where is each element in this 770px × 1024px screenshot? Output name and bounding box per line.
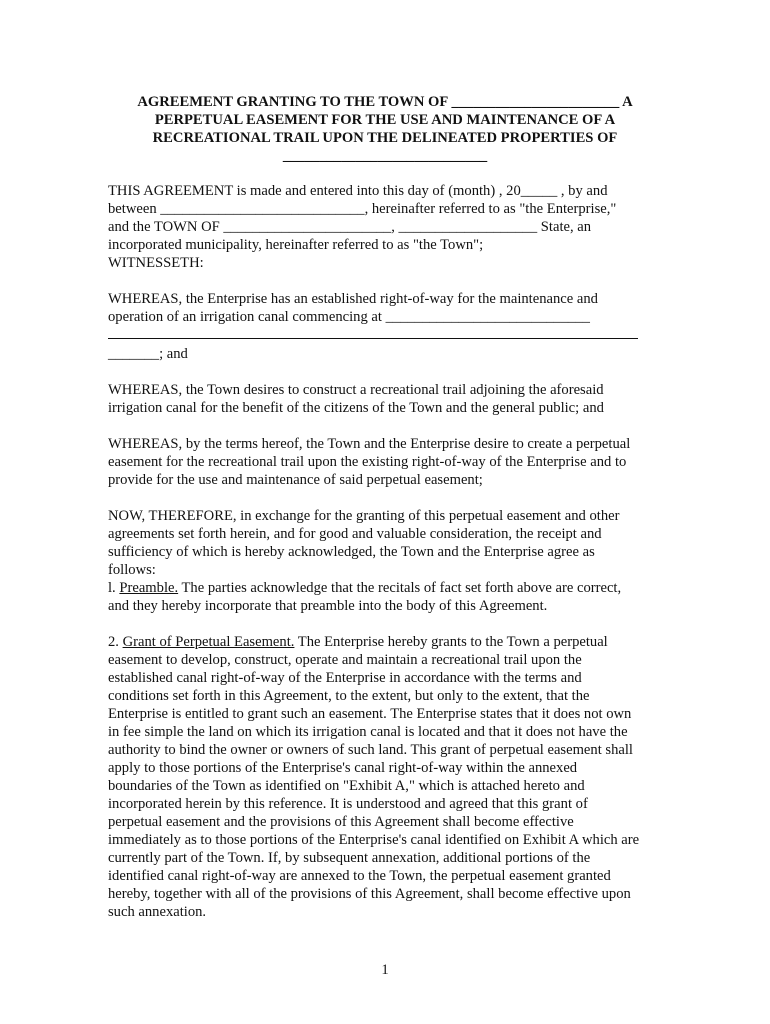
section-1-line: and they hereby incorporate that preamble into the body of this Agreement. [108,598,548,614]
section-2-line: authority to bind the owner or owners of such land. This grant of perpetual easement shall [108,742,633,758]
whereas-line: operation of an irrigation canal commencing at ____________________________ [108,309,590,325]
now-therefore-line: agreements set forth herein, and for good and valuable consideration, the receipt and [108,526,602,542]
section-2-line: conditions set forth in this Agreement, to the extent, but only to the extent, that the [108,688,590,704]
whereas-line: provide for the use and maintenance of said perpetual easement; [108,472,483,488]
section-2-line: incorporated herein by this reference. It is understood and agreed that this grant of [108,796,588,812]
title-line-2: PERPETUAL EASEMENT FOR THE USE AND MAINTENANCE OF A [154,112,616,128]
section-2-line: identified canal right-of-way are annexed to the Town, the perpetual easement granted [108,868,611,884]
now-therefore-line: sufficiency of which is hereby acknowledged, the Town and the Enterprise agree as [108,544,595,560]
section-2-line: Enterprise is entitled to grant such an easement. The Enterprise states that it does not own [108,706,632,722]
whereas-paragraph-2 [108,381,668,417]
whereas-line: WHEREAS, the Town desires to construct a recreational trail adjoining the aforesaid [108,382,604,398]
section-2-line: in fee simple the land on which its irrigation canal is located and that it does not have the [108,724,628,740]
intro-paragraph [108,182,668,272]
section-2-line: immediately as to those portions of the Enterprise's canal identified on Exhibit A which are [108,832,640,848]
intro-line: incorporated municipality, hereinafter referred to as "the Town"; [108,237,484,253]
whereas-line: WHEREAS, the Enterprise has an established right-of-way for the maintenance and [108,291,598,307]
intro-line: and the TOWN OF _______________________, ___________________ State, an [108,219,592,235]
section-2-line: easement to develop, construct, operate and maintain a recreational trail upon the [108,652,582,668]
now-therefore-paragraph [108,507,668,579]
section-1-line: l. Preamble. The parties acknowledge that the recitals of fact set forth above are correct, [108,580,622,596]
document-title [100,93,670,165]
title-line-1: AGREEMENT GRANTING TO THE TOWN OF _______________________ A [137,94,633,110]
section-2-grant [108,633,668,921]
town-name-blank: _______________________ [451,94,620,110]
whereas-line: easement for the recreational trail upon the existing right-of-way of the Enterprise and to [108,454,627,470]
whereas-paragraph-1 [108,290,668,363]
whereas-line: WHEREAS, by the terms hereof, the Town and the Enterprise desire to create a perpetual [108,436,631,452]
page-number: 1 [381,962,389,978]
witnesseth-label: WITNESSETH: [108,255,204,271]
properties-owner-blank: ____________________________ [282,148,488,164]
intro-line: THIS AGREEMENT is made and entered into this day of (month) , 20_____ , by and [108,183,608,199]
section-number: l. [108,580,120,596]
section-2-line: such annexation. [108,904,207,920]
section-heading: Preamble. [119,580,179,596]
title-line-3: RECREATIONAL TRAIL UPON THE DELINEATED PROPERTIES OF [152,130,618,146]
section-2-line: currently part of the Town. If, by subsequent annexation, additional portions of the [108,850,591,866]
whereas-paragraph-3 [108,435,668,489]
now-therefore-line: NOW, THEREFORE, in exchange for the granting of this perpetual easement and other [108,508,620,524]
whereas-line: irrigation canal for the benefit of the citizens of the Town and the general public; and [108,400,604,416]
whereas-line: _______; and [108,346,188,362]
section-2-line: perpetual easement and the provisions of this Agreement shall become effective [108,814,574,830]
section-2-line: boundaries of the Town as identified on "Exhibit A," which is attached hereto and [108,778,585,794]
section-2-line: apply to those portions of the Enterprise's canal right-of-way within the annexed [108,760,578,776]
section-2-line: 2. Grant of Perpetual Easement. The Enterprise hereby grants to the Town a perpetual [108,634,608,650]
section-2-line: established canal right-of-way of the Enterprise in accordance with the terms and [108,670,582,686]
section-1-preamble [108,579,668,615]
section-number: 2. [108,634,123,650]
now-therefore-line: follows: [108,562,156,578]
document-body [108,182,668,921]
section-heading: Grant of Perpetual Easement. [122,634,295,650]
fill-in-line [108,326,638,339]
intro-line: between ____________________________, hereinafter referred to as "the Enterprise," [108,201,617,217]
section-2-line: hereby, together with all of the provisions of this Agreement, shall become effective upon [108,886,631,902]
